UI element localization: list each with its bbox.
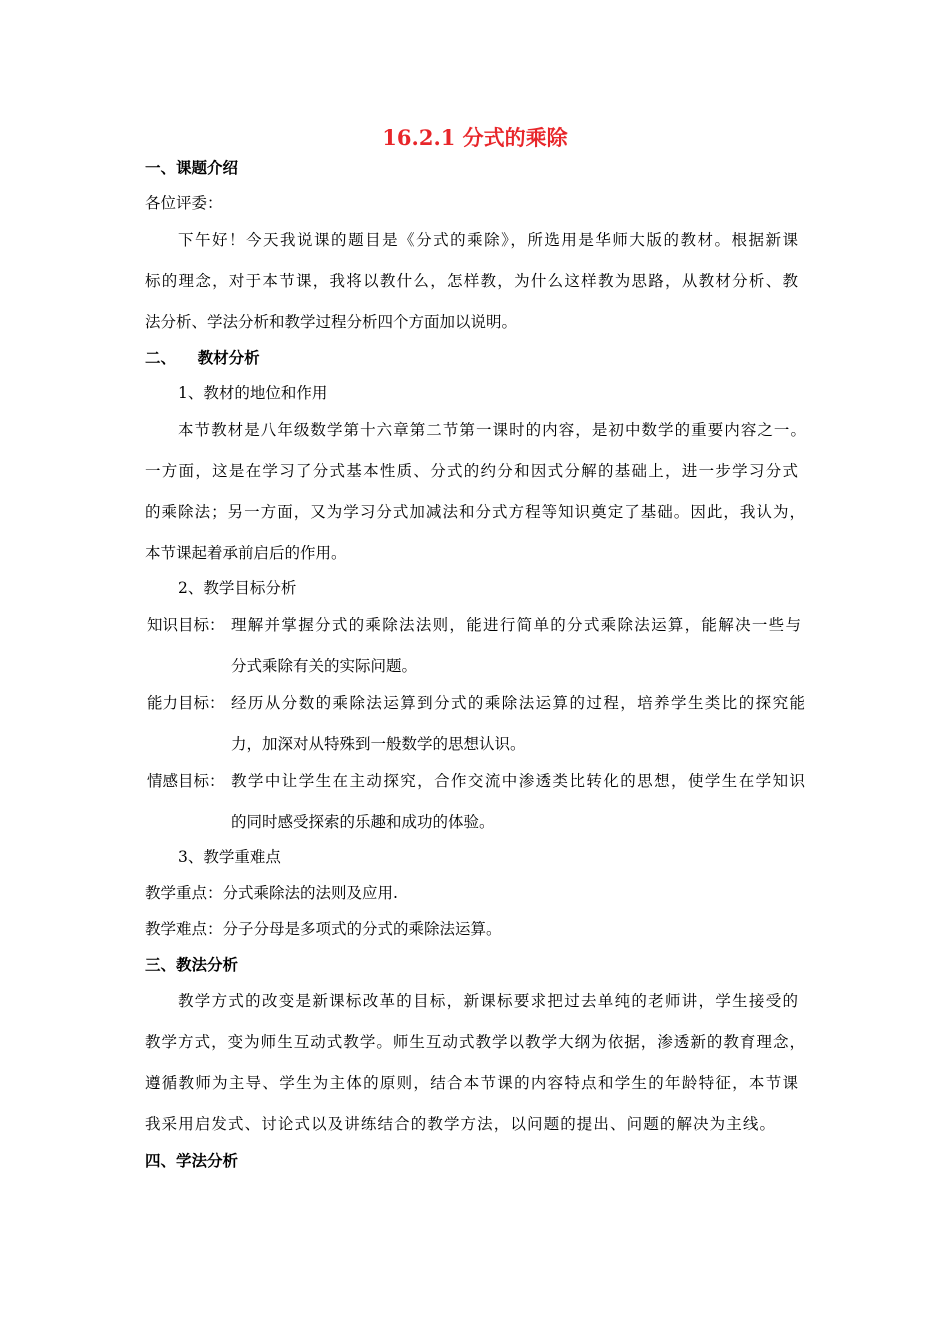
goal-label-ability: 能力目标： (147, 694, 225, 712)
goal-text-knowledge: 理解并掌握分式的乘除法法则，能进行简单的分式乘除法运算，能解决一些与 (231, 616, 801, 634)
section-4-heading: 四、学法分析 (145, 1151, 239, 1170)
paragraph-line: 本节课起着承前启后的作用。 (145, 544, 347, 562)
section-1-heading: 一、课题介绍 (145, 158, 239, 177)
goal-text-knowledge-cont: 分式乘除有关的实际问题。 (231, 657, 418, 675)
paragraph-line: 教学方式的改变是新课标改革的目标，新课标要求把过去单纯的老师讲，学生接受的 (178, 992, 798, 1010)
goal-label-knowledge: 知识目标： (147, 616, 225, 634)
section-3-heading: 三、教法分析 (145, 955, 239, 974)
key-point: 教学重点：分式乘除法的法则及应用. (145, 884, 398, 902)
paragraph-line: 本节教材是八年级数学第十六章第二节第一课时的内容，是初中数学的重要内容之一。 (178, 421, 806, 439)
document-title: 16.2.1 分式的乘除 (382, 125, 568, 150)
difficult-point: 教学难点：分子分母是多项式的分式的乘除法运算。 (145, 920, 502, 938)
subheading-position: 1、教材的地位和作用 (178, 384, 328, 402)
goal-label-emotion: 情感目标： (147, 772, 225, 790)
paragraph-line: 的乘除法；另一方面，又为学习分式加减法和分式方程等知识奠定了基础。因此，我认为， (145, 503, 805, 521)
paragraph-line: 一方面，这是在学习了分式基本性质、分式的约分和因式分解的基础上，进一步学习分式 (145, 462, 798, 480)
goal-text-ability-cont: 力，加深对从特殊到一般数学的思想认识。 (231, 735, 526, 753)
goal-text-emotion-cont: 的同时感受探索的乐趣和成功的体验。 (231, 813, 495, 831)
goal-text-ability: 经历从分数的乘除法运算到分式的乘除法运算的过程，培养学生类比的探究能 (231, 694, 805, 712)
paragraph-line: 标的理念，对于本节课，我将以教什么，怎样教，为什么这样教为思路，从教材分析、教 (145, 272, 798, 290)
paragraph-line: 遵循教师为主导、学生为主体的原则，结合本节课的内容特点和学生的年龄特征，本节课 (145, 1074, 798, 1092)
section-2-heading: 二、 教材分析 (145, 348, 260, 367)
goal-text-emotion: 教学中让学生在主动探究，合作交流中渗透类比转化的思想，使学生在学知识 (231, 772, 805, 790)
paragraph-line: 我采用启发式、讨论式以及讲练结合的教学方法，以问题的提出、问题的解决为主线。 (145, 1115, 775, 1133)
subheading-goals: 2、教学目标分析 (178, 579, 297, 597)
greeting: 各位评委： (145, 194, 223, 212)
paragraph-line: 法分析、学法分析和教学过程分析四个方面加以说明。 (145, 313, 518, 331)
paragraph-line: 下午好！今天我说课的题目是《分式的乘除》，所选用是华师大版的教材。根据新课 (178, 231, 798, 249)
paragraph-line: 教学方式，变为师生互动式教学。师生互动式教学以教学大纲为依据，渗透新的教育理念， (145, 1033, 805, 1051)
subheading-key-points: 3、教学重难点 (178, 848, 281, 866)
